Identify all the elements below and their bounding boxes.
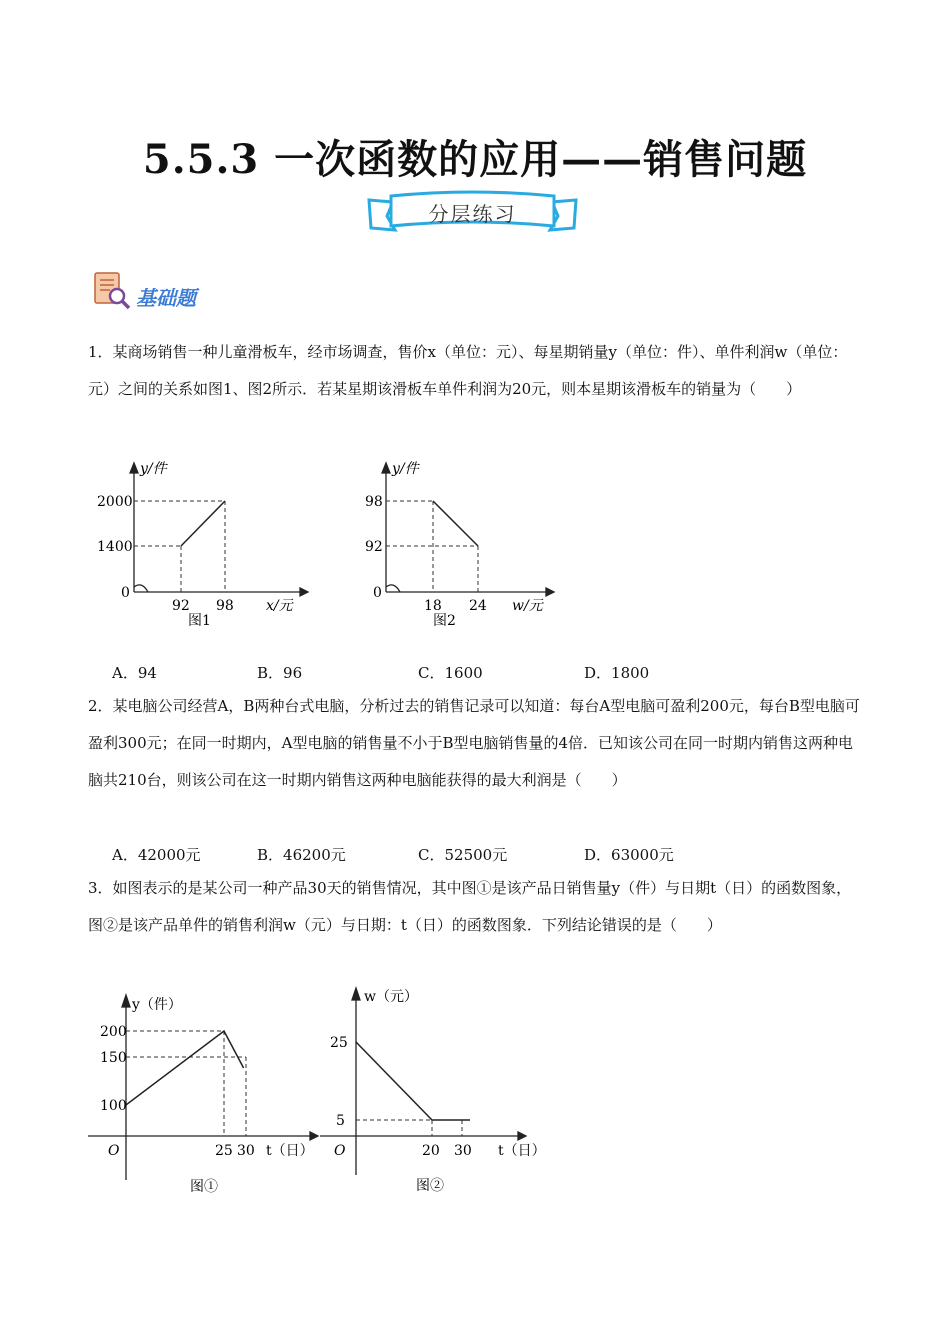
fig2-caption: 图2 [433,613,456,629]
fig4-caption: 图② [416,1178,444,1194]
fig3-xtick-25: 25 [215,1143,233,1159]
fig4-data-line [356,1042,470,1120]
fig2-xlabel: w/元 [512,598,543,614]
fig3-data-line [126,1031,244,1105]
fig3-ytick-150: 150 [100,1050,127,1066]
fig3-ylabel: y（件） [132,997,182,1013]
fig1-origin: 0 [121,585,130,601]
chart-fig-circle-1 [88,985,328,1200]
q2-option-c[interactable]: C．52500元 [418,846,508,864]
chart-fig1 [88,455,318,635]
fig4-origin: O [334,1143,346,1159]
q1-option-d[interactable]: D．1800 [584,664,650,682]
ribbon-label: 分层练习 [428,202,517,226]
question-3-text: 3．如图表示的是某公司一种产品30天的销售情况，其中图①是该产品日销售量y（件）与日期t（日）的函数图象，图②是该产品单件的销售利润w（元）与日期：t（日）的函数图象．下列结论错误的是（ ） [88,879,852,934]
question-1-text: 1．某商场销售一种儿童滑板车，经市场调查，售价x（单位：元）、每星期销量y（单位：件）、单件利润w（单位：元）之间的关系如图1、图2所示．若某星期该滑板车单件利润为20元，则本星期该滑板车的销量为（ ） [88,343,848,398]
fig3-origin: O [108,1143,120,1159]
fig1-xlabel: x/元 [266,598,293,614]
fig2-xtick-18: 18 [424,598,442,614]
fig3-xtick-30: 30 [237,1143,255,1159]
document-magnifier-icon [92,270,132,310]
q2-option-b[interactable]: B．46200元 [257,846,346,864]
fig2-ytick-92: 92 [365,539,383,555]
chart-fig-circle-2 [320,980,560,1200]
fig3-ytick-100: 100 [100,1098,127,1114]
q1-option-a[interactable]: A．94 [112,664,157,682]
fig3-xlabel: t（日） [266,1143,314,1159]
q2-option-d[interactable]: D．63000元 [584,846,674,864]
q1-option-c[interactable]: C．1600 [418,664,483,682]
fig4-ytick-25: 25 [330,1035,348,1051]
fig2-ylabel: y/件 [392,461,419,477]
fig1-xtick-92: 92 [172,598,190,614]
fig3-caption: 图① [190,1179,218,1195]
fig4-xlabel: t（日） [498,1143,546,1159]
fig1-ylabel: y/件 [140,461,167,477]
chart-fig2 [356,455,586,635]
fig1-ytick-1400: 1400 [97,539,133,555]
fig1-caption: 图1 [188,613,211,629]
fig4-ytick-5: 5 [336,1113,345,1129]
fig1-data-line [181,501,225,546]
question-2-text: 2．某电脑公司经营A，B两种台式电脑，分析过去的销售记录可以知道：每台A型电脑可盈利200元，每台B型电脑可盈利300元；在同一时期内，A型电脑的销售量不小于B型电脑销售量的4倍．已知该公司在同一时期内销售这两种电脑共210台，则该公司在这一时期内销售这两种电脑能获得的最大利润是（ ） [88,697,860,789]
page-title: 5.5.3 一次函数的应用——销售问题 [142,136,808,183]
fig4-xtick-30: 30 [454,1143,472,1159]
fig1-ytick-2000: 2000 [97,494,133,510]
fig1-xtick-98: 98 [216,598,234,614]
fig2-data-line [433,501,478,546]
fig3-ytick-200: 200 [100,1024,127,1040]
fig2-ytick-98: 98 [365,494,383,510]
q2-option-a[interactable]: A．42000元 [112,846,201,864]
fig2-origin: 0 [373,585,382,601]
fig2-xtick-24: 24 [469,598,487,614]
fig4-xtick-20: 20 [422,1143,440,1159]
section-label: 基础题 [136,286,196,310]
fig4-ylabel: w（元） [364,989,418,1005]
q1-option-b[interactable]: B．96 [257,664,303,682]
